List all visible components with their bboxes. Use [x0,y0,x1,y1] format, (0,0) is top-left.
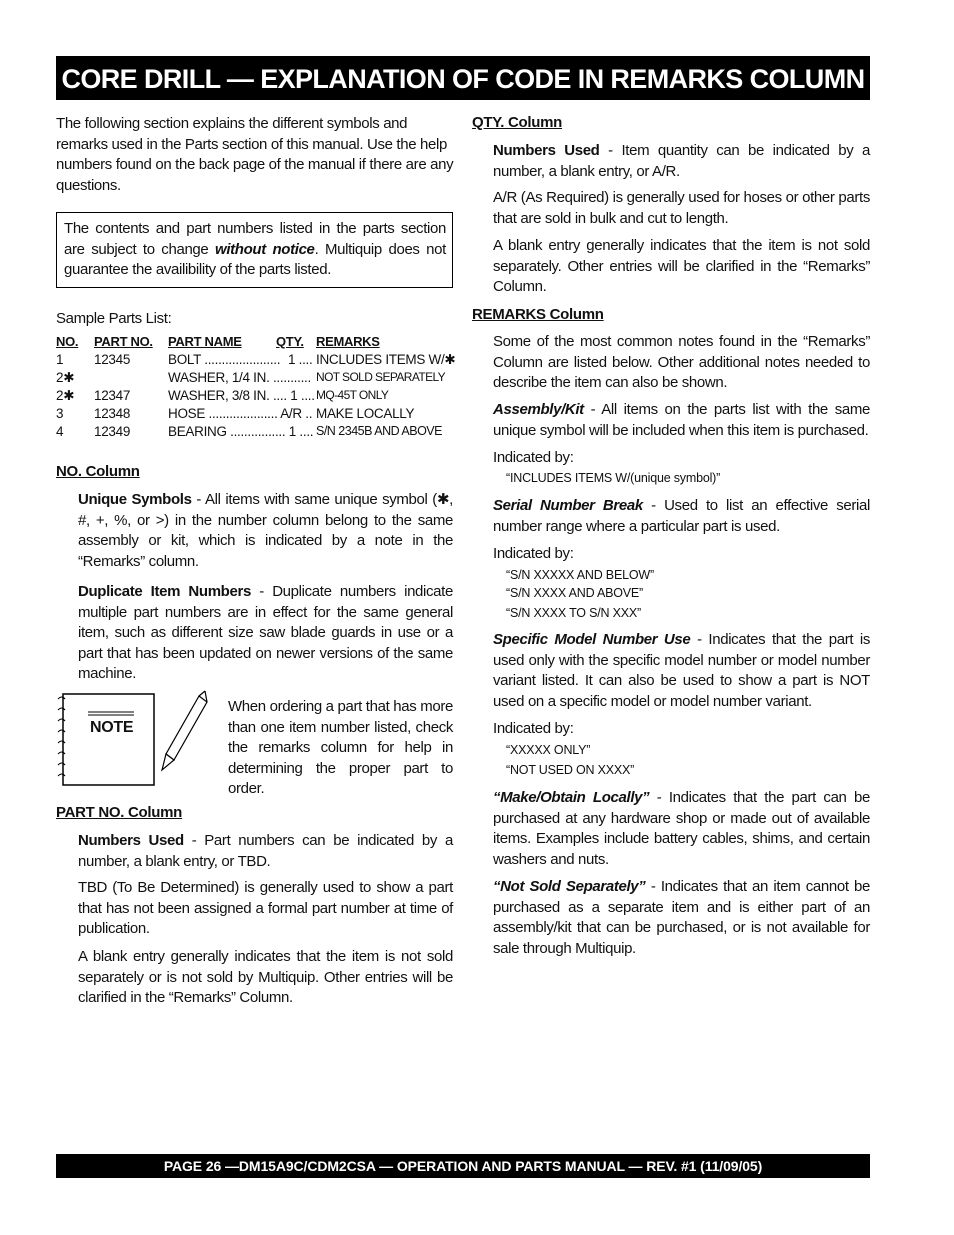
cell-remarks: MAKE LOCALLY [316,406,415,421]
table-header-row [56,334,456,352]
model-number-paragraph [493,630,870,712]
part-numbers-used-label: Numbers Used [78,832,184,849]
assembly-kit-paragraph [493,400,870,441]
qty-numbers-used-text: - Item quantity can be indicated by a number, a blank entry, or A/R. [493,142,870,180]
assembly-example: “INCLUDES ITEMS W/(unique symbol)” [506,471,721,485]
cell-no: 2✱ [56,370,75,385]
page-footer: PAGE 26 —DM15A9C/CDM2CSA — OPERATION AND PARTS MANUAL — REV. #1 (11/09/05) [56,1154,870,1178]
unique-symbols-text: - All items with same unique symbol (✱, #, +, %, or >) in the number column belong to the same assembly or kit, which is indicated by a note in the “Remarks” column. [78,491,453,570]
header-qty: QTY. [276,334,304,349]
notice-emphasis: without notice [215,240,315,258]
indicated-by-label: Indicated by: [493,545,574,562]
cell-part-no: 12348 [94,406,131,421]
cell-name: WASHER, 3/8 IN. .... 1 .... [168,388,315,403]
table-row [56,424,456,442]
notice-box [56,212,453,288]
notepad-pencil-icon [56,690,226,790]
serial-break-label: Serial Number Break [493,497,643,514]
not-sold-separately-paragraph [493,877,870,959]
cell-part-no: 12349 [94,424,131,439]
cell-remarks: INCLUDES ITEMS W/✱ [316,352,456,367]
header-remarks: REMARKS [316,334,380,349]
cell-part-no: 12345 [94,352,131,367]
notice-text-post: . Multiquip does not guarantee the availibility of the parts listed. [64,240,446,279]
remarks-intro-paragraph: Some of the most common notes found in the “Remarks” Column are listed below. Other additional notes needed to describe the item can also be shown. [493,333,870,392]
serial-example: “S/N XXXX TO S/N XXX” [506,606,641,620]
serial-break-text: - Used to list an effective serial number range where a particular part is used. [493,497,871,535]
not-sold-separately-text: - Indicates that an item cannot be purchased as a separate item and is either part of an assembly/kit that can be purchased, or is not available for sale through Multiquip. [493,878,870,957]
model-example: “XXXXX ONLY” [506,743,591,757]
indicated-by-label: Indicated by: [493,449,574,466]
table-row [56,388,456,406]
cell-name: HOSE .................... A/R .. [168,406,313,421]
cell-name: BOLT ...................... [168,352,281,367]
table-row [56,370,456,388]
note-label: NOTE [90,719,134,736]
unique-symbols-paragraph [78,490,453,572]
sample-parts-table [56,334,456,442]
cell-name: WASHER, 1/4 IN. ........... [168,370,311,385]
notice-text-pre: The contents and part numbers listed in the parts section are subject to change [64,220,446,258]
cell-no: 1 [56,352,64,367]
serial-break-paragraph [493,496,870,537]
intro-paragraph: The following section explains the different symbols and remarks used in the Parts section of this manual. Use the help numbers found on the back page of the manual if there are any questions. [56,115,454,194]
table-row [56,406,456,424]
model-number-label: Specific Model Number Use [493,631,691,648]
assembly-kit-label: Assembly/Kit [493,401,584,418]
remarks-column-heading: REMARKS Column [472,306,604,323]
header-no: NO. [56,334,79,349]
cell-name: BEARING ................ 1 .... [168,424,314,439]
duplicate-numbers-paragraph [78,582,453,685]
note-graphic [56,690,226,790]
make-locally-paragraph [493,788,870,870]
sample-parts-label: Sample Parts List: [56,310,172,327]
cell-remarks: NOT SOLD SEPARATELY [316,370,446,384]
make-locally-label: “Make/Obtain Locally” [493,789,650,806]
part-no-column-heading: PART NO. Column [56,804,183,821]
qty-numbers-used-paragraph [493,141,870,182]
cell-no: 2✱ [56,388,75,403]
cell-qty: 1 .... [288,352,313,367]
cell-remarks: MQ-45T ONLY [316,388,389,402]
header-part-name: PART NAME [168,334,242,349]
unique-symbols-label: Unique Symbols [78,491,192,508]
model-example: “NOT USED ON XXXX” [506,763,635,777]
qty-column-heading: QTY. Column [472,114,563,131]
notice-text [64,219,446,281]
table-row [56,352,456,370]
tbd-paragraph: TBD (To Be Determined) is generally used to show a part that has not been assigned a formal part number at time of publication. [78,879,453,938]
qty-numbers-used-label: Numbers Used [493,142,600,159]
duplicate-numbers-label: Duplicate Item Numbers [78,583,251,600]
part-blank-paragraph: A blank entry generally indicates that the item is not sold separately or is not sold by Multiquip. Other entries will be clarified in the “Remarks” Column. [78,948,453,1007]
serial-example: “S/N XXXX AND ABOVE” [506,586,644,600]
cell-no: 3 [56,406,64,421]
make-locally-text: - Indicates that the part can be purchased at any hardware shop or made out of available items. Examples include battery cables, shims, and certain washers and nuts. [493,789,870,868]
assembly-kit-text: - All items on the parts list with the same unique symbol will be included when this item is purchased. [493,401,870,439]
duplicate-numbers-text: - Duplicate numbers indicate multiple part numbers are in effect for the same general item, such as different size saw blade guards in use or a part that has been updated on newer versions of the same machine. [78,583,453,683]
model-number-text: - Indicates that the part is used only with the specific model number or model number variant listed. It can also be used to show a part is NOT used on a specific model or model number variant. [493,631,870,710]
serial-example: “S/N XXXXX AND BELOW” [506,568,654,582]
qty-blank-paragraph: A blank entry generally indicates that the item is not sold separately. Other entries will be clarified in the “Remarks” Column. [493,237,870,296]
part-numbers-used-paragraph [78,831,453,872]
page-title: CORE DRILL — EXPLANATION OF CODE IN REMARKS COLUMN [56,56,870,100]
cell-part-no: 12347 [94,388,131,403]
part-numbers-used-text: - Part numbers can be indicated by a number, a blank entry, or TBD. [78,832,453,870]
no-column-heading: NO. Column [56,463,140,480]
cell-no: 4 [56,424,64,439]
ar-paragraph: A/R (As Required) is generally used for hoses or other parts that are sold in bulk and cut to length. [493,189,870,227]
header-part-no: PART NO. [94,334,153,349]
indicated-by-label: Indicated by: [493,720,574,737]
cell-remarks: S/N 2345B AND ABOVE [316,424,442,438]
note-text: When ordering a part that has more than one item number listed, check the remarks column for help in determining the proper part to order. [228,698,453,798]
not-sold-separately-label: “Not Sold Separately” [493,878,646,895]
